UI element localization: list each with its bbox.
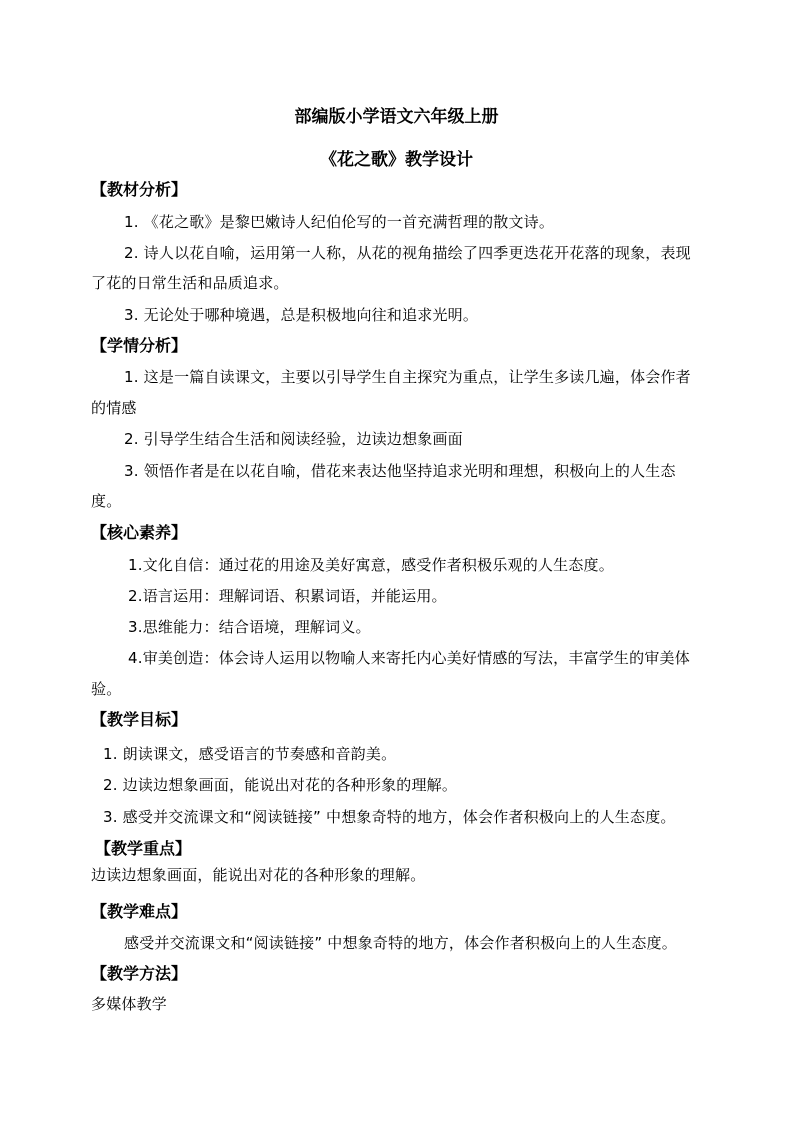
textbook-analysis-line-1: 1. 《花之歌》是黎巴嫩诗人纪伯伦写的一首充满哲理的散文诗。 (124, 213, 555, 231)
section-heading-teaching-goals: 【教学目标】 (91, 710, 188, 729)
textbook-analysis-line-2: 2. 诗人以花自喻，运用第一人称，从花的视角描绘了四季更迭花开花落的现象，表现 (124, 244, 691, 262)
core-literacy-line-3: 3.思维能力：结合语境，理解词义。 (128, 618, 371, 636)
student-analysis-line-5: 度。 (91, 492, 122, 510)
section-heading-textbook-analysis: 【教材分析】 (91, 180, 188, 199)
document-subtitle: 《花之歌》教学设计 (320, 150, 473, 170)
textbook-analysis-line-3: 了花的日常生活和品质追求。 (91, 274, 289, 292)
student-analysis-line-4: 3. 领悟作者是在以花自喻，借花来表达他坚持追求光明和理想，积极向上的人生态 (124, 462, 676, 480)
section-heading-key-points: 【教学重点】 (95, 839, 192, 858)
section-heading-teaching-methods: 【教学方法】 (91, 964, 188, 983)
core-literacy-line-1: 1.文化自信：通过花的用途及美好寓意，感受作者积极乐观的人生态度。 (128, 556, 614, 574)
core-literacy-line-4: 4.审美创造：体会诗人运用以物喻人来寄托内心美好情感的写法，丰富学生的审美体 (128, 649, 690, 667)
section-heading-core-literacy: 【核心素养】 (91, 523, 188, 542)
student-analysis-line-3: 2. 引导学生结合生活和阅读经验，边读边想象画面 (124, 430, 463, 448)
core-literacy-line-5: 验。 (91, 680, 122, 698)
section-heading-student-analysis: 【学情分析】 (91, 336, 188, 355)
teaching-goals-line-2: 2. 边读边想象画面，能说出对花的各种形象的理解。 (103, 776, 458, 794)
textbook-analysis-line-4: 3. 无论处于哪种境遇，总是积极地向往和追求光明。 (124, 306, 479, 324)
core-literacy-line-2: 2.语言运用：理解词语、积累词语，并能运用。 (128, 587, 447, 605)
student-analysis-line-1: 1. 这是一篇自读课文，主要以引导学生自主探究为重点，让学生多读几遍，体会作者 (124, 368, 691, 386)
section-heading-difficult-points: 【教学难点】 (91, 902, 188, 921)
key-points-line-1: 边读边想象画面，能说出对花的各种形象的理解。 (91, 866, 426, 884)
document-title: 部编版小学语文六年级上册 (294, 107, 499, 127)
difficult-points-line-1: 感受并交流课文和“阅读链接” 中想象奇特的地方，体会作者积极向上的人生态度。 (124, 934, 677, 952)
teaching-goals-line-3: 3. 感受并交流课文和“阅读链接” 中想象奇特的地方，体会作者积极向上的人生态度。 (103, 808, 676, 826)
teaching-goals-line-1: 1. 朗读课文，感受语言的节奏感和音韵美。 (103, 745, 397, 763)
teaching-methods-line-1: 多媒体教学 (91, 995, 168, 1013)
student-analysis-line-2: 的情感 (91, 399, 137, 417)
